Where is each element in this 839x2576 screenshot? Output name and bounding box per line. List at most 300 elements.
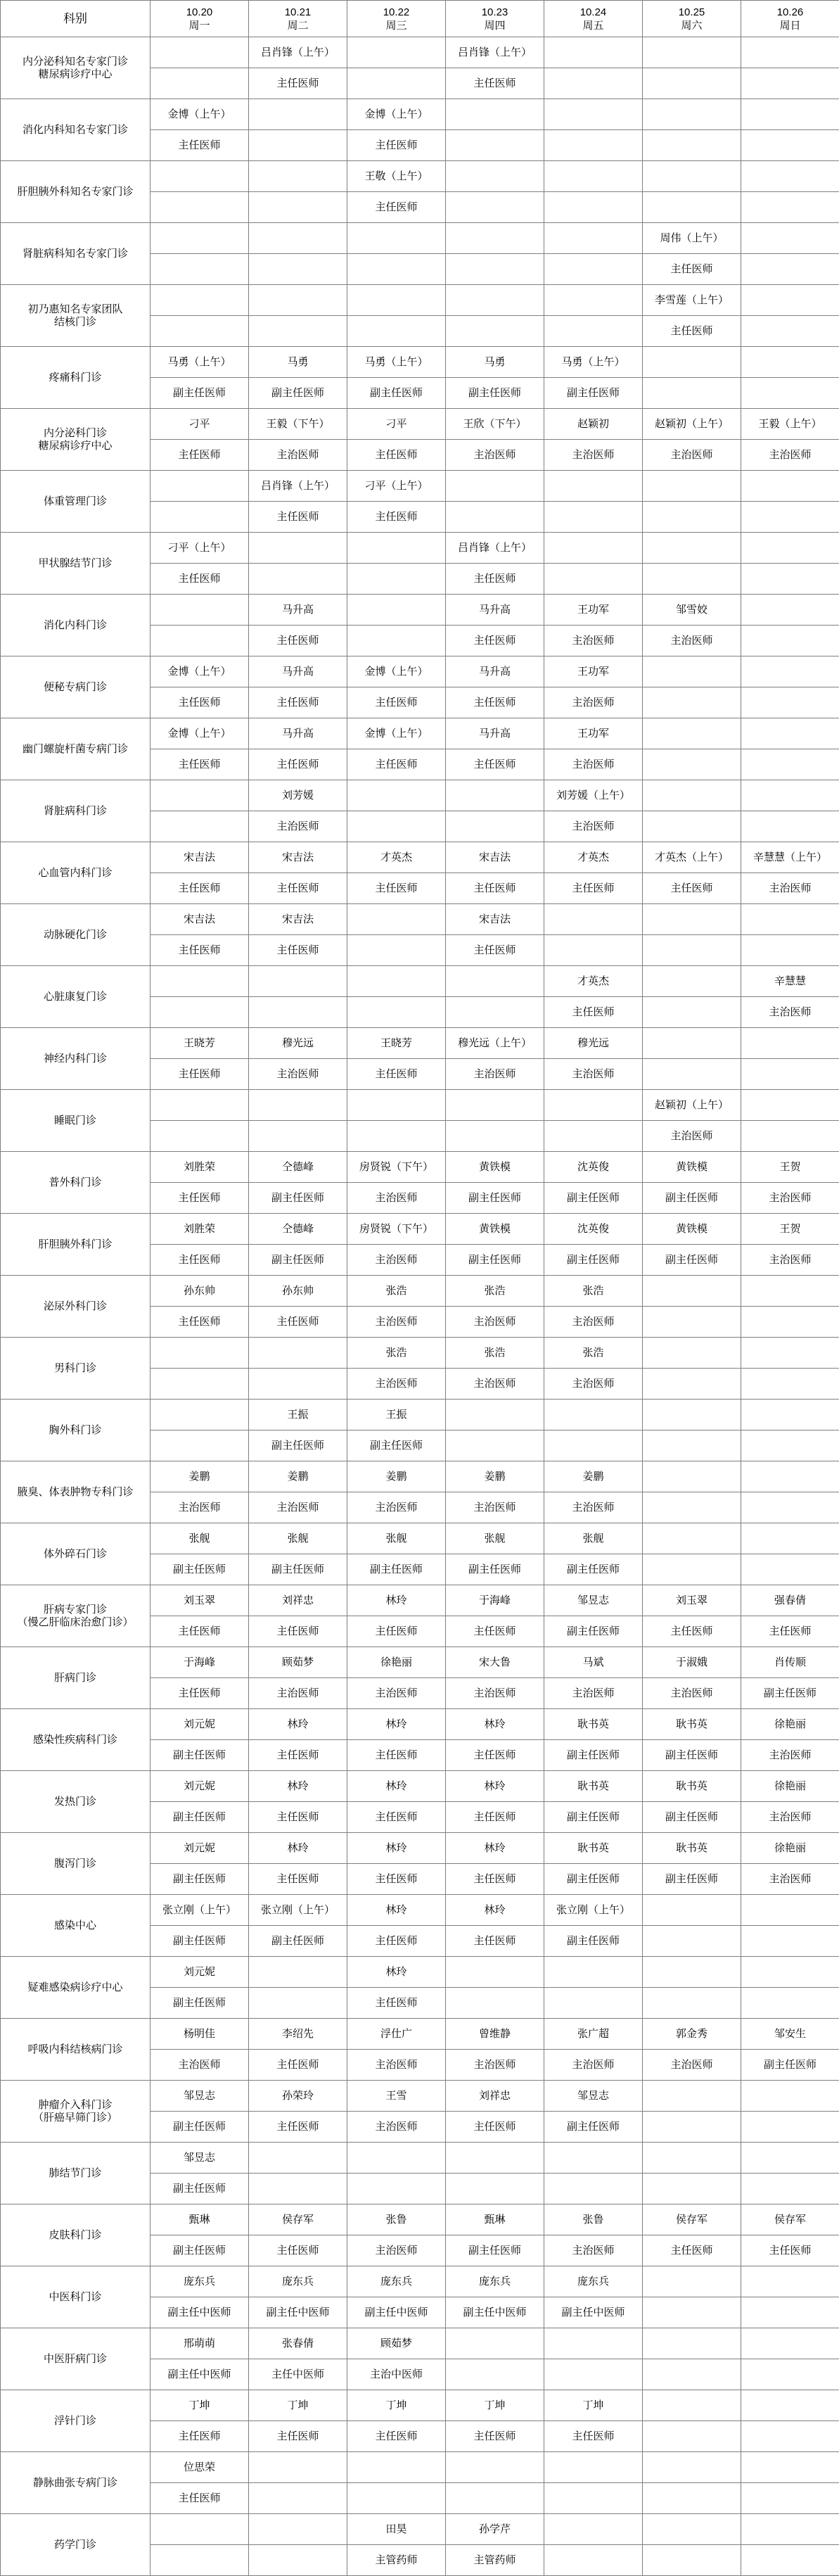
doctor-title-cell xyxy=(249,2174,347,2204)
doctor-name-cell: 黄铁模 xyxy=(643,1214,741,1245)
doctor-name-cell: 宋吉法 xyxy=(150,842,249,873)
department-name-line: 发热门诊 xyxy=(1,1796,150,1808)
schedule-row-doctor xyxy=(1,2019,839,2050)
doctor-title-cell: 主治医师 xyxy=(347,2050,446,2081)
day-date: 10.23 xyxy=(446,6,544,19)
doctor-title-cell xyxy=(643,687,741,718)
schedule-row-doctor xyxy=(1,966,839,997)
doctor-title-cell: 主任医师 xyxy=(249,2050,347,2081)
schedule-row-doctor xyxy=(1,223,839,254)
doctor-name-cell: 庞东兵 xyxy=(249,2266,347,2297)
department-name xyxy=(1,409,150,471)
doctor-title-cell xyxy=(643,1492,741,1523)
day-date: 10.25 xyxy=(643,6,741,19)
doctor-name-cell: 庞东兵 xyxy=(347,2266,446,2297)
schedule-row-doctor xyxy=(1,2266,839,2297)
doctor-title-cell: 副主任中医师 xyxy=(150,2359,249,2390)
doctor-title-cell: 主任医师 xyxy=(249,68,347,99)
doctor-title-cell xyxy=(446,1430,544,1461)
doctor-name-cell: 马升高 xyxy=(249,595,347,626)
day-header xyxy=(643,1,741,37)
doctor-title-cell xyxy=(741,68,839,99)
department-name-line: 初乃惠知名专家团队 xyxy=(1,303,150,316)
doctor-name-cell: 林玲 xyxy=(347,1585,446,1616)
doctor-title-cell xyxy=(741,2545,839,2576)
doctor-title-cell: 主任中医师 xyxy=(249,2359,347,2390)
doctor-title-cell: 主治医师 xyxy=(150,2050,249,2081)
doctor-name-cell: 林玲 xyxy=(347,1895,446,1926)
doctor-name-cell xyxy=(249,2143,347,2174)
department-name xyxy=(1,2328,150,2390)
doctor-title-cell xyxy=(249,2545,347,2576)
doctor-title-cell: 副主任医师 xyxy=(249,1926,347,1957)
doctor-title-cell xyxy=(446,811,544,842)
schedule-row-doctor xyxy=(1,1833,839,1864)
doctor-name-cell xyxy=(249,2452,347,2483)
doctor-title-cell xyxy=(643,997,741,1028)
department-name-line: 肝病门诊 xyxy=(1,1672,150,1684)
doctor-name-cell xyxy=(741,533,839,564)
doctor-name-cell xyxy=(249,533,347,564)
day-header xyxy=(741,1,839,37)
doctor-title-cell: 副主任医师 xyxy=(643,1802,741,1833)
doctor-name-cell xyxy=(643,2266,741,2297)
doctor-name-cell xyxy=(643,904,741,935)
doctor-title-cell xyxy=(347,626,446,656)
doctor-title-cell xyxy=(544,2483,643,2514)
doctor-name-cell: 庞东兵 xyxy=(150,2266,249,2297)
schedule-row-doctor xyxy=(1,2328,839,2359)
doctor-name-cell xyxy=(446,99,544,130)
doctor-title-cell: 主任医师 xyxy=(347,2421,446,2452)
doctor-name-cell xyxy=(347,595,446,626)
doctor-name-cell: 林玲 xyxy=(347,1709,446,1740)
doctor-title-cell: 主任医师 xyxy=(446,687,544,718)
doctor-title-cell: 主任医师 xyxy=(249,502,347,533)
doctor-name-cell: 刘元妮 xyxy=(150,1771,249,1802)
doctor-title-cell: 主治医师 xyxy=(446,1678,544,1709)
doctor-title-cell: 主任医师 xyxy=(446,1864,544,1895)
doctor-name-cell: 宋吉法 xyxy=(446,904,544,935)
doctor-name-cell: 郭金秀 xyxy=(643,2019,741,2050)
doctor-name-cell: 姜鹏 xyxy=(544,1461,643,1492)
doctor-name-cell: 张广超 xyxy=(544,2019,643,2050)
doctor-name-cell: 马勇（上午） xyxy=(347,347,446,378)
doctor-name-cell: 王敬（上午） xyxy=(347,161,446,192)
doctor-name-cell: 甄琳 xyxy=(150,2204,249,2235)
doctor-name-cell xyxy=(347,780,446,811)
doctor-title-cell: 副主任医师 xyxy=(249,1183,347,1214)
doctor-title-cell xyxy=(741,687,839,718)
doctor-title-cell: 副主任医师 xyxy=(150,1864,249,1895)
department-name-line: 结核门诊 xyxy=(1,316,150,329)
doctor-name-cell: 刘祥忠 xyxy=(249,1585,347,1616)
doctor-title-cell: 副主任医师 xyxy=(446,2235,544,2266)
doctor-title-cell xyxy=(446,192,544,223)
doctor-name-cell xyxy=(741,1523,839,1554)
doctor-name-cell: 才英杰 xyxy=(347,842,446,873)
doctor-name-cell: 邹昱志 xyxy=(150,2143,249,2174)
doctor-name-cell xyxy=(544,2143,643,2174)
doctor-title-cell: 副主任医师 xyxy=(150,2235,249,2266)
doctor-title-cell: 副主任医师 xyxy=(446,1183,544,1214)
doctor-name-cell: 房贤锐（下午） xyxy=(347,1214,446,1245)
doctor-title-cell xyxy=(643,564,741,595)
doctor-title-cell xyxy=(643,1926,741,1957)
doctor-name-cell: 金博（上午） xyxy=(347,718,446,749)
doctor-name-cell xyxy=(150,471,249,502)
doctor-title-cell: 主治医师 xyxy=(643,626,741,656)
doctor-name-cell: 姜鹏 xyxy=(249,1461,347,1492)
doctor-name-cell: 张舰 xyxy=(150,1523,249,1554)
department-name xyxy=(1,2143,150,2204)
doctor-name-cell xyxy=(249,1338,347,1369)
doctor-name-cell: 沈英俊 xyxy=(544,1152,643,1183)
doctor-name-cell: 杨明佳 xyxy=(150,2019,249,2050)
doctor-name-cell: 刘玉翠 xyxy=(150,1585,249,1616)
doctor-title-cell: 主治医师 xyxy=(741,1740,839,1771)
doctor-name-cell xyxy=(150,780,249,811)
doctor-title-cell: 主任医师 xyxy=(249,1307,347,1338)
doctor-name-cell xyxy=(446,1957,544,1988)
doctor-title-cell: 副主任中医师 xyxy=(446,2297,544,2328)
department-name xyxy=(1,1647,150,1709)
doctor-name-cell: 周伟（上午） xyxy=(643,223,741,254)
doctor-title-cell: 副主任医师 xyxy=(741,1678,839,1709)
doctor-name-cell xyxy=(347,285,446,316)
doctor-title-cell: 主任医师 xyxy=(446,68,544,99)
doctor-title-cell: 主任医师 xyxy=(150,1183,249,1214)
doctor-name-cell: 庞东兵 xyxy=(446,2266,544,2297)
doctor-name-cell: 刁平 xyxy=(150,409,249,440)
doctor-title-cell: 主任医师 xyxy=(249,1864,347,1895)
doctor-title-cell xyxy=(741,254,839,285)
doctor-name-cell xyxy=(643,1957,741,1988)
doctor-name-cell xyxy=(544,223,643,254)
department-name xyxy=(1,1895,150,1957)
department-name xyxy=(1,1833,150,1895)
doctor-name-cell xyxy=(446,966,544,997)
department-name xyxy=(1,223,150,285)
schedule-row-doctor xyxy=(1,842,839,873)
doctor-name-cell xyxy=(544,2514,643,2545)
schedule-row-doctor xyxy=(1,409,839,440)
doctor-name-cell: 耿书英 xyxy=(643,1771,741,1802)
doctor-name-cell xyxy=(643,347,741,378)
doctor-name-cell: 张立刚（上午） xyxy=(544,1895,643,1926)
doctor-name-cell xyxy=(347,1090,446,1121)
doctor-title-cell: 副主任医师 xyxy=(544,1740,643,1771)
department-name xyxy=(1,2081,150,2143)
doctor-title-cell xyxy=(643,192,741,223)
doctor-title-cell: 主治医师 xyxy=(544,1369,643,1400)
doctor-name-cell: 于淑娥 xyxy=(643,1647,741,1678)
department-name-line: 肝胆胰外科知名专家门诊 xyxy=(1,186,150,198)
doctor-name-cell xyxy=(741,780,839,811)
doctor-title-cell: 主治医师 xyxy=(544,1678,643,1709)
doctor-title-cell: 主任医师 xyxy=(347,687,446,718)
doctor-title-cell xyxy=(643,502,741,533)
doctor-name-cell: 张浩 xyxy=(347,1276,446,1307)
doctor-title-cell xyxy=(643,1430,741,1461)
doctor-title-cell: 主治医师 xyxy=(643,1121,741,1152)
doctor-title-cell xyxy=(446,2359,544,2390)
department-name-line: 胸外科门诊 xyxy=(1,1424,150,1437)
doctor-title-cell xyxy=(643,1988,741,2019)
doctor-title-cell xyxy=(741,192,839,223)
doctor-title-cell: 主任医师 xyxy=(150,1059,249,1090)
doctor-title-cell xyxy=(249,1988,347,2019)
doctor-title-cell xyxy=(643,811,741,842)
doctor-name-cell: 王晓芳 xyxy=(347,1028,446,1059)
doctor-title-cell: 主治医师 xyxy=(446,1369,544,1400)
doctor-name-cell: 金博（上午） xyxy=(347,99,446,130)
doctor-title-cell xyxy=(249,2483,347,2514)
doctor-name-cell: 孙学芹 xyxy=(446,2514,544,2545)
doctor-title-cell xyxy=(544,1988,643,2019)
doctor-title-cell: 主任医师 xyxy=(446,1740,544,1771)
department-name xyxy=(1,533,150,595)
day-date: 10.20 xyxy=(150,6,248,19)
doctor-name-cell: 刘胜荣 xyxy=(150,1152,249,1183)
doctor-title-cell: 主任医师 xyxy=(347,1988,446,2019)
doctor-name-cell: 徐艳丽 xyxy=(347,1647,446,1678)
doctor-title-cell: 主治医师 xyxy=(446,1307,544,1338)
doctor-name-cell xyxy=(643,656,741,687)
doctor-name-cell xyxy=(643,1523,741,1554)
doctor-name-cell xyxy=(741,347,839,378)
doctor-title-cell: 副主任医师 xyxy=(544,1802,643,1833)
department-name xyxy=(1,1400,150,1461)
doctor-title-cell xyxy=(249,1121,347,1152)
doctor-title-cell: 副主任医师 xyxy=(544,1926,643,1957)
doctor-title-cell xyxy=(150,254,249,285)
doctor-title-cell: 主治医师 xyxy=(643,1678,741,1709)
doctor-title-cell xyxy=(643,378,741,409)
doctor-title-cell xyxy=(741,564,839,595)
doctor-name-cell xyxy=(643,2390,741,2421)
doctor-name-cell xyxy=(643,1461,741,1492)
doctor-title-cell xyxy=(741,1430,839,1461)
doctor-name-cell xyxy=(741,99,839,130)
doctor-name-cell: 肖传顺 xyxy=(741,1647,839,1678)
department-name xyxy=(1,1276,150,1338)
doctor-name-cell: 宋吉法 xyxy=(446,842,544,873)
doctor-name-cell: 沈英俊 xyxy=(544,1214,643,1245)
department-name-line: 中医肝病门诊 xyxy=(1,2353,150,2366)
doctor-title-cell xyxy=(741,130,839,161)
doctor-title-cell xyxy=(150,192,249,223)
doctor-name-cell: 赵颖初（上午） xyxy=(643,409,741,440)
doctor-title-cell xyxy=(150,1121,249,1152)
doctor-title-cell: 主任医师 xyxy=(446,2112,544,2143)
schedule-row-doctor xyxy=(1,1957,839,1988)
doctor-name-cell: 王雪 xyxy=(347,2081,446,2112)
doctor-name-cell: 刘玉翠 xyxy=(643,1585,741,1616)
doctor-title-cell xyxy=(150,1369,249,1400)
department-name-line: 甲状腺结节门诊 xyxy=(1,557,150,570)
doctor-name-cell: 宋大鲁 xyxy=(446,1647,544,1678)
schedule-row-doctor xyxy=(1,1771,839,1802)
schedule-row-doctor xyxy=(1,1709,839,1740)
doctor-title-cell: 主任医师 xyxy=(347,1059,446,1090)
doctor-title-cell xyxy=(643,1369,741,1400)
doctor-name-cell: 王晓芳 xyxy=(150,1028,249,1059)
schedule-row-doctor xyxy=(1,161,839,192)
doctor-title-cell: 主任医师 xyxy=(643,316,741,347)
doctor-name-cell xyxy=(643,1895,741,1926)
doctor-title-cell xyxy=(544,2359,643,2390)
doctor-title-cell: 主任医师 xyxy=(446,1616,544,1647)
doctor-title-cell xyxy=(150,316,249,347)
doctor-title-cell xyxy=(446,997,544,1028)
doctor-name-cell: 金博（上午） xyxy=(150,656,249,687)
day-weekday: 周五 xyxy=(544,19,642,32)
doctor-name-cell: 姜鹏 xyxy=(150,1461,249,1492)
doctor-name-cell xyxy=(249,966,347,997)
doctor-title-cell: 主治医师 xyxy=(741,1183,839,1214)
doctor-title-cell: 主任医师 xyxy=(150,130,249,161)
doctor-name-cell xyxy=(544,533,643,564)
doctor-name-cell: 王欣（下午） xyxy=(446,409,544,440)
schedule-row-doctor xyxy=(1,1338,839,1369)
day-weekday: 周三 xyxy=(347,19,445,32)
doctor-title-cell: 主任医师 xyxy=(741,2235,839,2266)
doctor-title-cell: 主任医师 xyxy=(249,2421,347,2452)
doctor-title-cell xyxy=(150,502,249,533)
doctor-name-cell xyxy=(249,161,347,192)
doctor-title-cell xyxy=(544,2545,643,2576)
doctor-title-cell xyxy=(643,935,741,966)
doctor-name-cell xyxy=(741,2390,839,2421)
doctor-title-cell xyxy=(741,2112,839,2143)
doctor-title-cell xyxy=(446,1121,544,1152)
doctor-title-cell xyxy=(446,130,544,161)
doctor-name-cell: 张舰 xyxy=(544,1523,643,1554)
doctor-name-cell: 徐艳丽 xyxy=(741,1709,839,1740)
doctor-title-cell: 主管药师 xyxy=(347,2545,446,2576)
doctor-title-cell xyxy=(544,1430,643,1461)
doctor-name-cell xyxy=(544,1957,643,1988)
doctor-name-cell xyxy=(741,2266,839,2297)
doctor-title-cell: 主任医师 xyxy=(150,749,249,780)
department-name-line: （慢乙肝临床治愈门诊） xyxy=(1,1616,150,1629)
doctor-title-cell: 主治医师 xyxy=(347,2235,446,2266)
doctor-name-cell: 顾茹梦 xyxy=(249,1647,347,1678)
doctor-name-cell: 孙东帅 xyxy=(249,1276,347,1307)
doctor-name-cell xyxy=(643,1276,741,1307)
doctor-title-cell: 副主任医师 xyxy=(150,1926,249,1957)
doctor-name-cell xyxy=(741,1338,839,1369)
doctor-title-cell xyxy=(544,254,643,285)
doctor-name-cell: 辛慧慧（上午） xyxy=(741,842,839,873)
doctor-title-cell xyxy=(249,997,347,1028)
department-name-line: 糖尿病诊疗中心 xyxy=(1,440,150,452)
doctor-name-cell xyxy=(741,904,839,935)
doctor-title-cell xyxy=(741,316,839,347)
doctor-name-cell xyxy=(150,37,249,68)
doctor-name-cell: 吕肖锋（上午） xyxy=(249,37,347,68)
doctor-title-cell: 主治医师 xyxy=(446,2050,544,2081)
department-name-line: 神经内科门诊 xyxy=(1,1053,150,1065)
department-name xyxy=(1,904,150,966)
doctor-name-cell xyxy=(741,471,839,502)
doctor-name-cell xyxy=(446,161,544,192)
doctor-name-cell: 吕肖锋（上午） xyxy=(446,37,544,68)
doctor-name-cell: 张立刚（上午） xyxy=(150,1895,249,1926)
doctor-name-cell: 丁坤 xyxy=(446,2390,544,2421)
department-name-line: （肝癌早筛门诊） xyxy=(1,2112,150,2124)
doctor-title-cell xyxy=(741,749,839,780)
doctor-title-cell: 副主任医师 xyxy=(249,1430,347,1461)
doctor-name-cell xyxy=(643,780,741,811)
department-name xyxy=(1,1771,150,1833)
doctor-name-cell xyxy=(741,1461,839,1492)
schedule-row-doctor xyxy=(1,1523,839,1554)
doctor-title-cell: 主治医师 xyxy=(741,440,839,471)
day-header xyxy=(347,1,446,37)
doctor-name-cell: 耿书英 xyxy=(544,1709,643,1740)
department-name xyxy=(1,2204,150,2266)
doctor-title-cell: 主任医师 xyxy=(150,2421,249,2452)
doctor-name-cell: 林玲 xyxy=(347,1957,446,1988)
department-name-line: 肾脏病科知名专家门诊 xyxy=(1,248,150,260)
day-weekday: 周日 xyxy=(741,19,839,32)
schedule-row-doctor xyxy=(1,37,839,68)
doctor-name-cell xyxy=(347,37,446,68)
doctor-title-cell xyxy=(347,811,446,842)
doctor-title-cell: 主任医师 xyxy=(347,1864,446,1895)
doctor-name-cell: 马升高 xyxy=(446,718,544,749)
department-name-line: 心血管内科门诊 xyxy=(1,867,150,880)
doctor-title-cell xyxy=(249,130,347,161)
doctor-title-cell: 主任医师 xyxy=(643,2235,741,2266)
doctor-title-cell: 副主任医师 xyxy=(150,378,249,409)
doctor-title-cell: 副主任医师 xyxy=(150,2174,249,2204)
doctor-name-cell xyxy=(741,2328,839,2359)
department-name-line: 疑难感染病诊疗中心 xyxy=(1,1981,150,1994)
doctor-title-cell: 主治医师 xyxy=(741,1245,839,1276)
doctor-title-cell: 主任医师 xyxy=(249,1616,347,1647)
department-name-line: 药学门诊 xyxy=(1,2539,150,2551)
doctor-name-cell: 马勇 xyxy=(446,347,544,378)
doctor-name-cell: 耿书英 xyxy=(643,1709,741,1740)
doctor-title-cell: 主治医师 xyxy=(544,2050,643,2081)
doctor-title-cell: 主治医师 xyxy=(347,1183,446,1214)
doctor-name-cell xyxy=(741,285,839,316)
doctor-title-cell xyxy=(347,1121,446,1152)
doctor-name-cell: 张浩 xyxy=(446,1276,544,1307)
doctor-name-cell xyxy=(446,285,544,316)
doctor-name-cell xyxy=(741,1028,839,1059)
doctor-name-cell: 王振 xyxy=(249,1400,347,1430)
doctor-name-cell xyxy=(643,2452,741,2483)
doctor-title-cell xyxy=(741,935,839,966)
doctor-name-cell xyxy=(446,1090,544,1121)
doctor-title-cell xyxy=(446,316,544,347)
doctor-title-cell: 主治医师 xyxy=(544,2235,643,2266)
doctor-name-cell xyxy=(741,1090,839,1121)
department-name xyxy=(1,161,150,223)
department-name xyxy=(1,2390,150,2452)
doctor-name-cell: 王功军 xyxy=(544,595,643,626)
doctor-title-cell: 主任医师 xyxy=(347,502,446,533)
doctor-title-cell: 主任医师 xyxy=(741,1616,839,1647)
doctor-name-cell xyxy=(741,718,839,749)
doctor-name-cell: 林玲 xyxy=(249,1833,347,1864)
doctor-title-cell xyxy=(643,2421,741,2452)
doctor-title-cell xyxy=(446,502,544,533)
